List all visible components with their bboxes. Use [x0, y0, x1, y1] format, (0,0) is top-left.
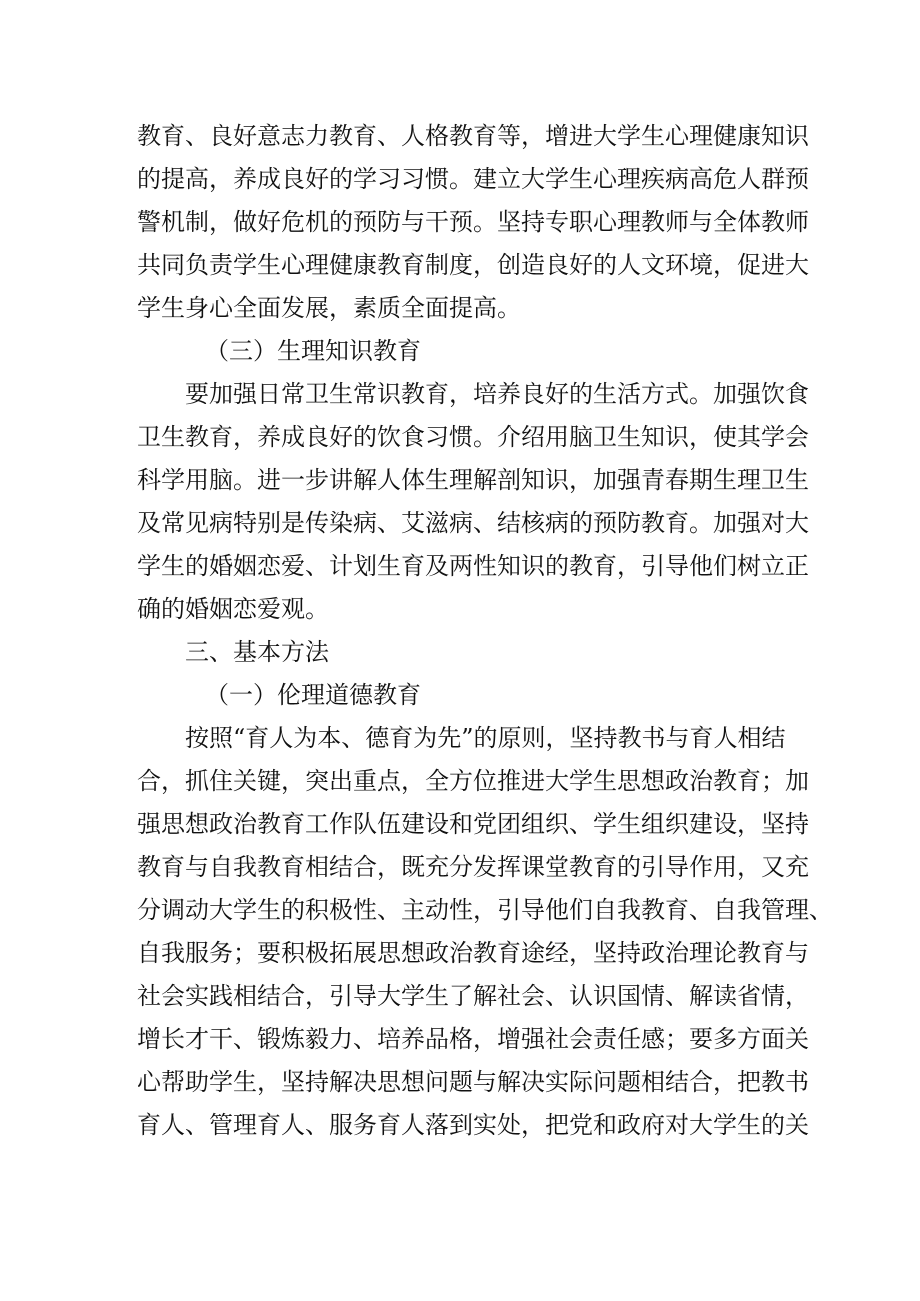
text-line: 共同负责学生心理健康教育制度，创造良好的人文环境，促进大 — [137, 251, 809, 279]
text-line: 学生身心全面发展，素质全面提高。 — [137, 294, 521, 322]
text-line: 科学用脑。进一步讲解人体生理解剖知识，加强青春期生理卫生 — [137, 466, 809, 494]
paragraph-start: 按照“育人为本、德育为先”的原则，坚持教书与育人相结 — [185, 724, 786, 752]
text-line: 教育、良好意志力教育、人格教育等，增进大学生心理健康知识 — [137, 122, 809, 150]
subsection-heading: （三）生理知识教育 — [205, 337, 421, 365]
text-line: 心帮助学生，坚持解决思想问题与解决实际问题相结合，把教书 — [137, 1068, 809, 1096]
text-line: 自我服务；要积极拓展思想政治教育途经，坚持政治理论教育与 — [137, 939, 809, 967]
text-line: 卫生教育，养成良好的饮食习惯。介绍用脑卫生知识，使其学会 — [137, 423, 809, 451]
text-line: 教育与自我教育相结合，既充分发挥课堂教育的引导作用，又充 — [137, 853, 809, 881]
text-line: 学生的婚姻恋爱、计划生育及两性知识的教育，引导他们树立正 — [137, 552, 809, 580]
subsection-heading: （一）伦理道德教育 — [205, 681, 421, 709]
text-line: 分调动大学生的积极性、主动性，引导他们自我教育、自我管理、 — [137, 896, 833, 924]
text-line: 合，抓住关键，突出重点，全方位推进大学生思想政治教育；加 — [137, 767, 809, 795]
text-line: 及常见病特别是传染病、艾滋病、结核病的预防教育。加强对大 — [137, 509, 809, 537]
text-line: 增长才干、锻炼毅力、培养品格，增强社会责任感；要多方面关 — [137, 1025, 809, 1053]
paragraph-start: 要加强日常卫生常识教育，培养良好的生活方式。加强饮食 — [185, 380, 809, 408]
section-heading: 三、基本方法 — [185, 638, 329, 666]
text-line: 育人、管理育人、服务育人落到实处，把党和政府对大学生的关 — [137, 1111, 809, 1139]
text-line: 警机制，做好危机的预防与干预。坚持专职心理教师与全体教师 — [137, 208, 809, 236]
text-line: 社会实践相结合，引导大学生了解社会、认识国情、解读省情， — [137, 982, 809, 1010]
text-line: 强思想政治教育工作队伍建设和党团组织、学生组织建设，坚持 — [137, 810, 809, 838]
text-line: 确的婚姻恋爱观。 — [137, 595, 329, 623]
text-line: 的提高，养成良好的学习习惯。建立大学生心理疾病高危人群预 — [137, 165, 809, 193]
